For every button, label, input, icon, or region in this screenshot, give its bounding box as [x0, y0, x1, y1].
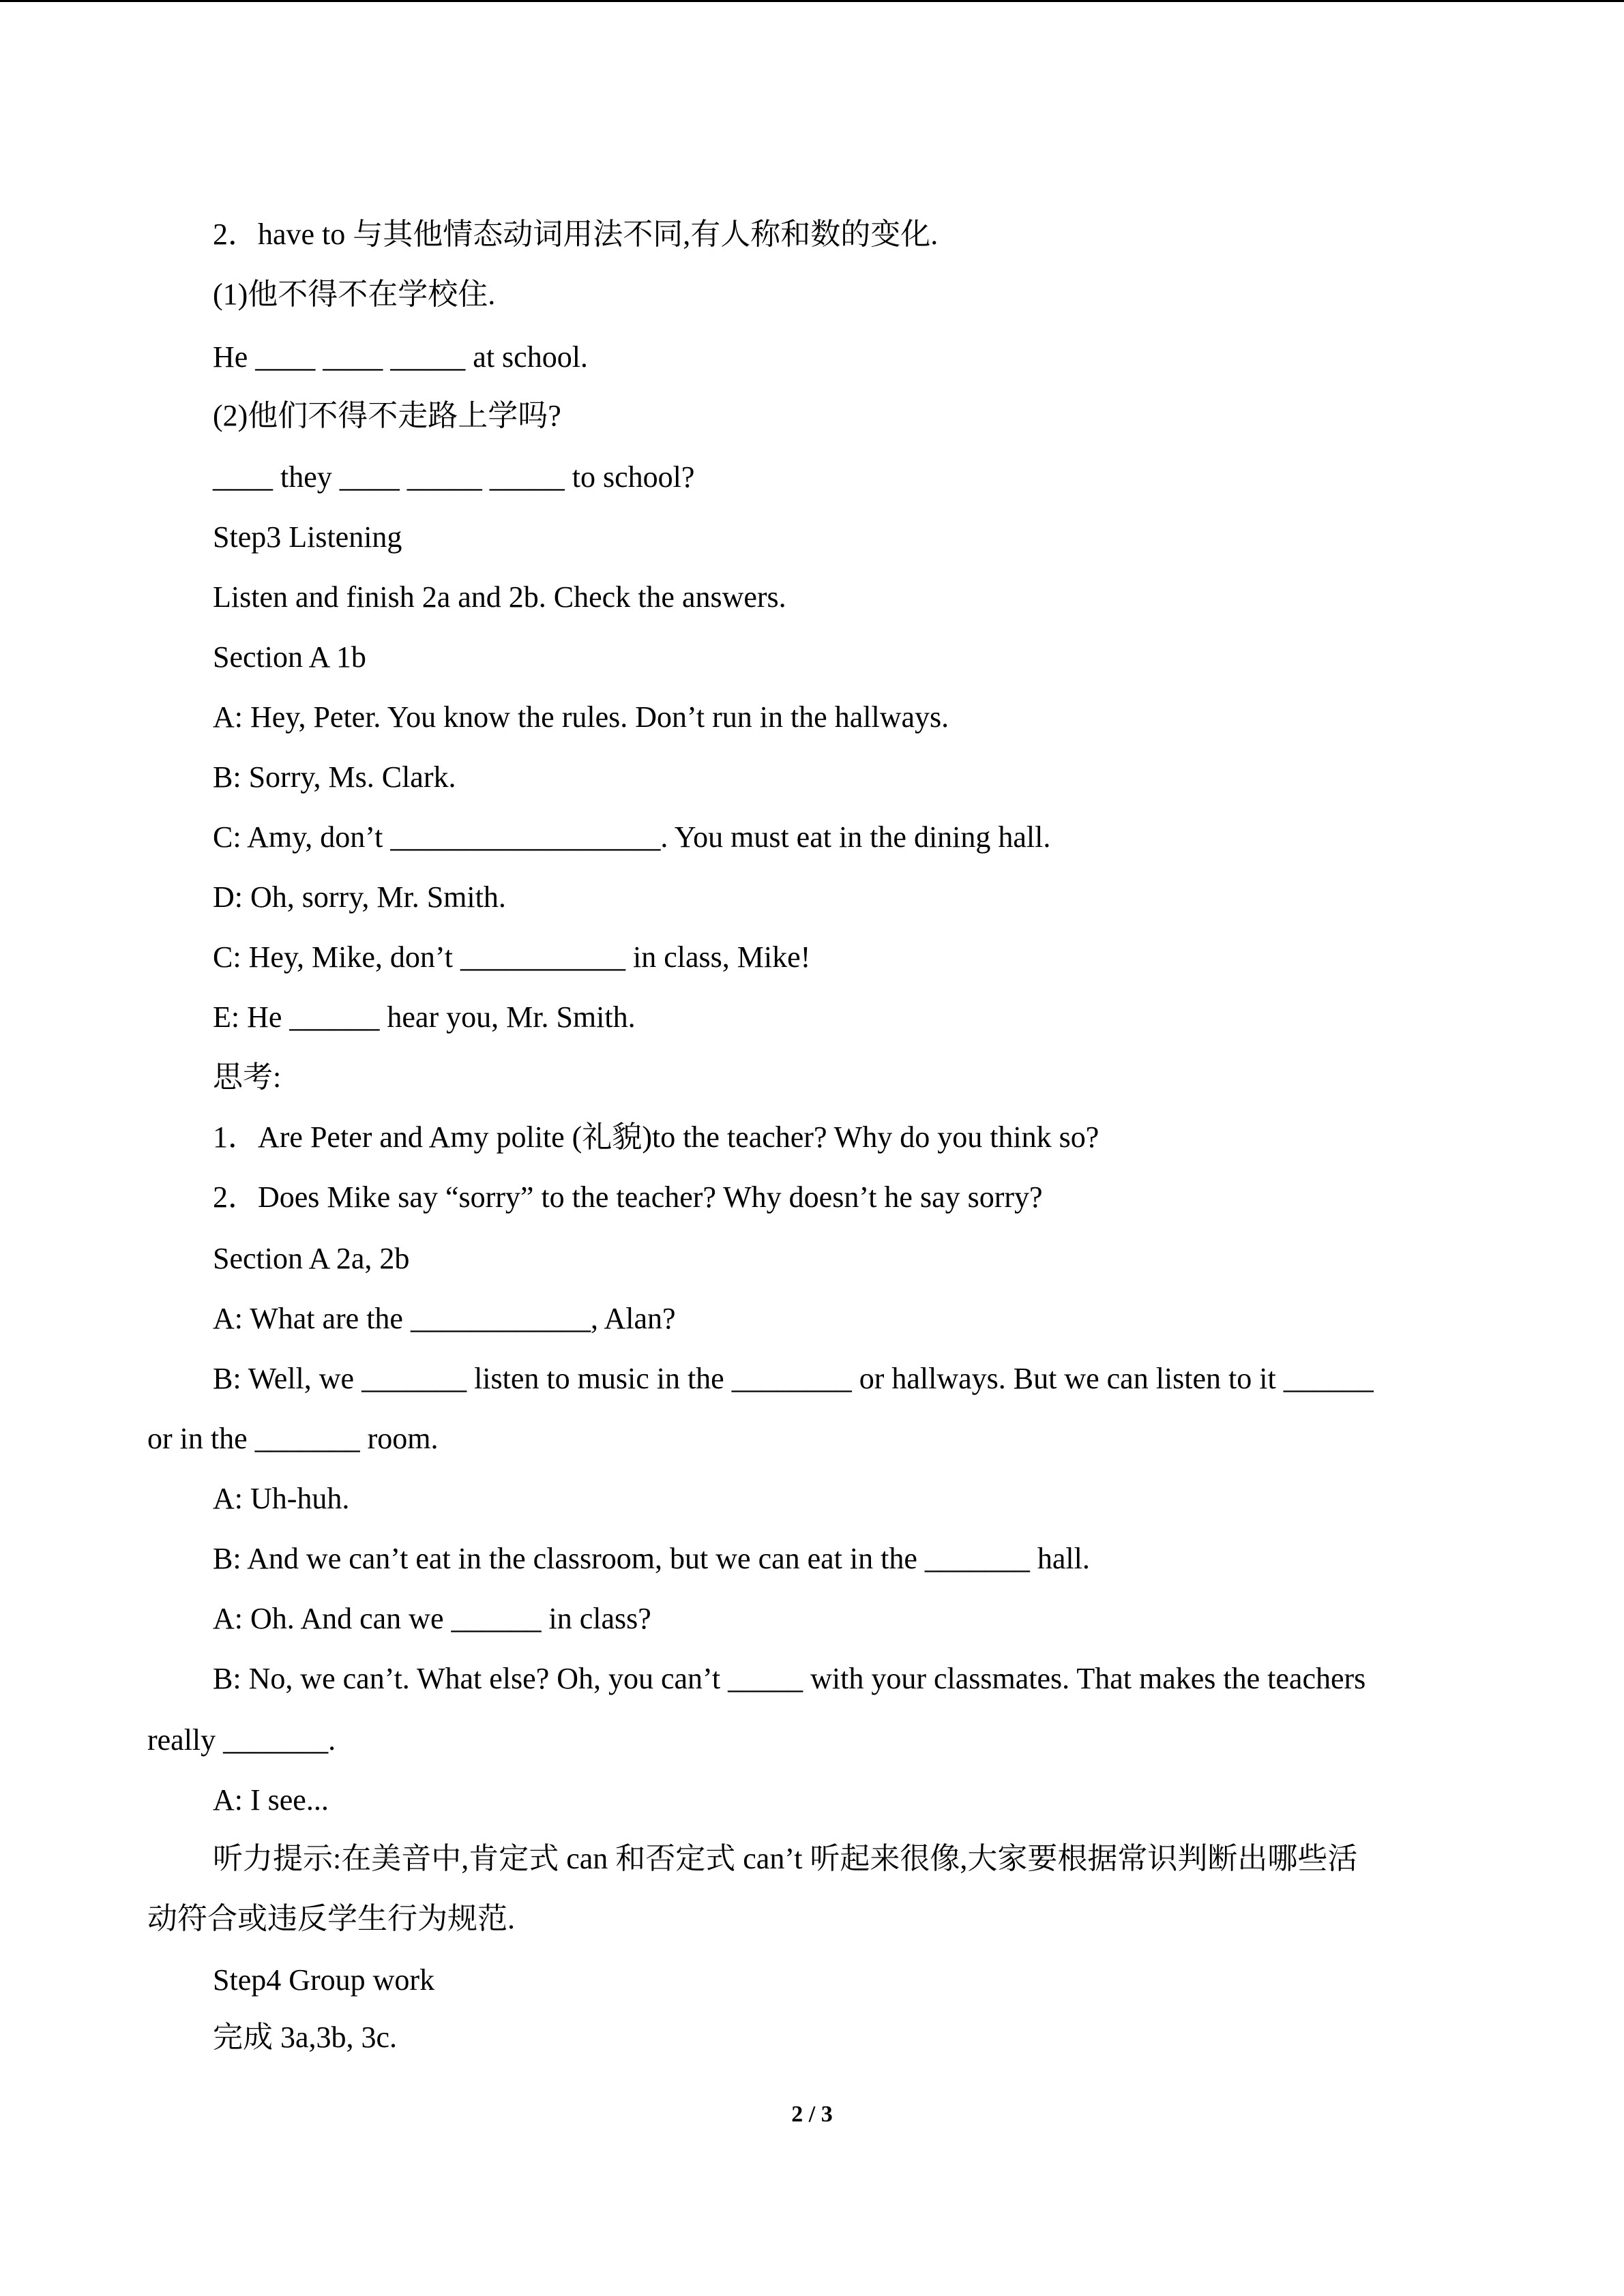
dialogue-line: A: Uh-huh.	[213, 1482, 350, 1515]
page-number: 2 / 3	[791, 2102, 833, 2127]
section-heading: Section A 1b	[213, 640, 366, 674]
question-line: 2．Does Mike say “sorry” to the teacher? Why doesn’t he say sorry?	[213, 1180, 1043, 1214]
dialogue-line: D: Oh, sorry, Mr. Smith.	[213, 880, 506, 914]
dialogue-line: B: And we can’t eat in the classroom, but we can eat in the _______ hall.	[213, 1542, 1090, 1575]
dialogue-line: C: Amy, don’t __________________. You must eat in the dining hall.	[213, 820, 1051, 854]
step-heading: Step4 Group work	[213, 1963, 435, 1997]
page-top-border	[0, 0, 1624, 2]
text-line: He ____ ____ _____ at school.	[213, 340, 588, 374]
dialogue-line: A: What are the ____________, Alan?	[213, 1302, 676, 1335]
dialogue-line: A: Oh. And can we ______ in class?	[213, 1602, 651, 1635]
text-line: Step3 Listening	[213, 520, 402, 554]
dialogue-line: B: Sorry, Ms. Clark.	[213, 760, 456, 794]
text-line: Listen and finish 2a and 2b. Check the answers.	[213, 580, 786, 614]
text-line: ____ they ____ _____ _____ to school?	[213, 460, 695, 494]
dialogue-line: C: Hey, Mike, don’t ___________ in class, Mike!	[213, 940, 811, 974]
dialogue-line: E: He ______ hear you, Mr. Smith.	[213, 1000, 636, 1034]
dialogue-line-continued: really _______.	[147, 1723, 336, 1757]
dialogue-line: B: No, we can’t. What else? Oh, you can’t _____ with your classmates. That makes the teachers	[213, 1662, 1366, 1695]
text-line: (1)他不得不在学校住.	[213, 278, 496, 311]
dialogue-line: A: I see...	[213, 1783, 329, 1817]
text-line: 完成 3a,3b, 3c.	[213, 2021, 398, 2054]
dialogue-line: B: Well, we _______ listen to music in the ________ or hallways. But we can listen to it ______	[213, 1362, 1374, 1395]
text-line: 思考:	[213, 1060, 282, 1094]
section-heading: Section A 2a, 2b	[213, 1242, 410, 1275]
hint-line: 听力提示:在美音中,肯定式 can 和否定式 can’t 听起来很像,大家要根据常识判断出哪些活	[213, 1842, 1358, 1875]
dialogue-line-continued: or in the _______ room.	[147, 1422, 439, 1455]
hint-line-continued: 动符合或违反学生行为规范.	[147, 1902, 515, 1935]
question-line: 1．Are Peter and Amy polite (礼貌)to the teacher? Why do you think so?	[213, 1120, 1099, 1154]
dialogue-line: A: Hey, Peter. You know the rules. Don’t run in the hallways.	[213, 700, 949, 734]
text-line: 2．have to 与其他情态动词用法不同,有人称和数的变化.	[213, 218, 939, 251]
text-line: (2)他们不得不走路上学吗?	[213, 399, 561, 432]
